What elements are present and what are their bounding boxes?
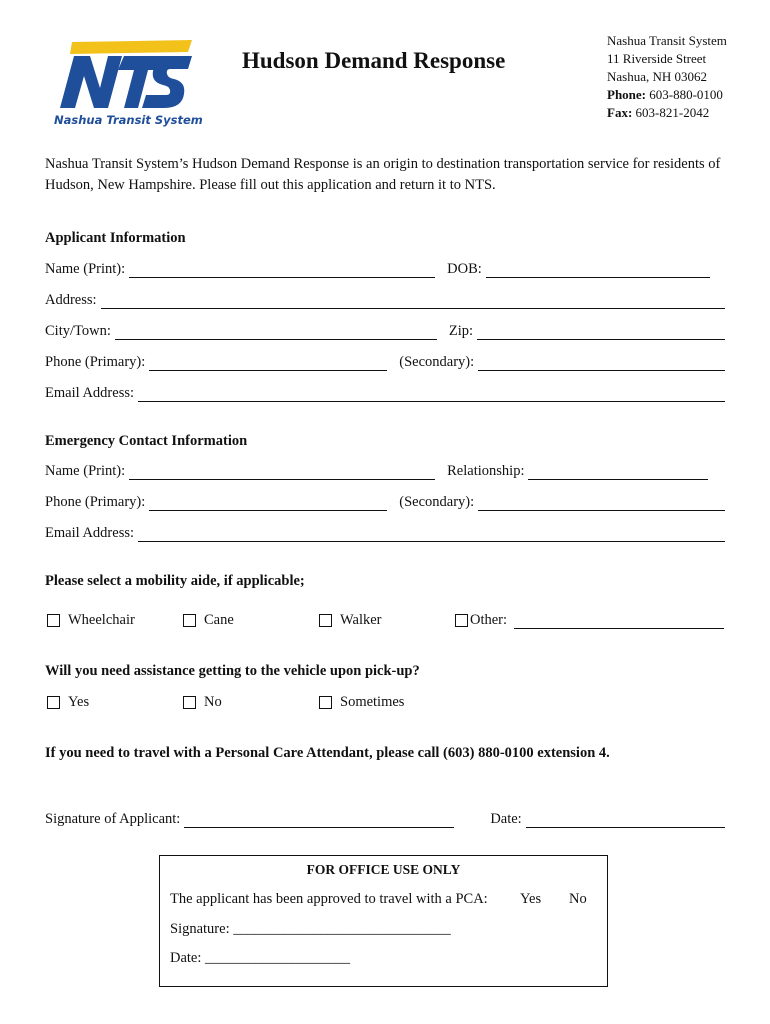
contact-block — [607, 32, 727, 122]
name-label: Name (Print): — [45, 463, 126, 479]
nts-logo — [52, 36, 203, 131]
applicant-dob-field[interactable] — [486, 263, 710, 278]
address-label: Address: — [45, 292, 97, 308]
phone-line: Phone: 603-880-0100 — [607, 87, 723, 102]
walker-checkbox[interactable] — [319, 612, 382, 629]
checkbox-box[interactable] — [183, 614, 196, 627]
applicant-zip-field[interactable] — [477, 325, 725, 340]
office-use-box — [159, 855, 608, 987]
wheelchair-checkbox[interactable] — [47, 612, 135, 629]
cane-checkbox[interactable] — [183, 612, 234, 629]
checkbox-box[interactable] — [47, 696, 60, 709]
emergency-phone-field[interactable] — [149, 496, 387, 511]
emergency-secondary-field[interactable] — [478, 496, 725, 511]
office-signature[interactable]: Signature: ______________________________ — [170, 921, 451, 937]
phone-label: Phone (Primary): — [45, 494, 146, 510]
signature-date-field[interactable] — [526, 813, 725, 828]
checkbox-label: Other: — [470, 612, 508, 628]
emergency-phone-row — [45, 491, 725, 511]
dob-label: DOB: — [447, 261, 482, 277]
emergency-email-field[interactable] — [138, 527, 725, 542]
signature-label: Signature of Applicant: — [45, 811, 181, 827]
checkbox-box[interactable] — [183, 696, 196, 709]
assist-sometimes-checkbox[interactable] — [319, 694, 404, 711]
mobility-heading: Please select a mobility aide, if applicable; — [45, 573, 305, 589]
applicant-address-row — [45, 289, 725, 309]
emergency-name-row — [45, 460, 725, 480]
assist-yes-checkbox[interactable] — [47, 694, 89, 711]
emergency-heading: Emergency Contact Information — [45, 433, 248, 449]
other-field[interactable] — [514, 614, 724, 629]
checkbox-label: Sometimes — [340, 694, 405, 710]
applicant-name-row — [45, 258, 725, 278]
emergency-relationship-field[interactable] — [528, 465, 708, 480]
zip-label: Zip: — [448, 323, 474, 339]
checkbox-box[interactable] — [455, 614, 468, 627]
checkbox-label: Cane — [204, 612, 234, 628]
applicant-email-row — [45, 382, 725, 402]
date-label: Date: — [490, 811, 522, 827]
secondary-label: (Secondary): — [399, 494, 475, 510]
applicant-phone-field[interactable] — [149, 356, 387, 371]
checkbox-label: Walker — [340, 612, 382, 628]
emergency-name-field[interactable] — [129, 465, 435, 480]
checkbox-box[interactable] — [319, 696, 332, 709]
pca-note: If you need to travel with a Personal Care Attendant, please call (603) 880-0100 extension 4. — [45, 745, 610, 761]
city-line: Nashua, NH 03062 — [607, 69, 708, 84]
checkbox-label: No — [204, 694, 222, 710]
relationship-label: Relationship: — [447, 463, 525, 479]
email-label: Email Address: — [45, 385, 135, 401]
checkbox-box[interactable] — [47, 614, 60, 627]
street: 11 Riverside Street — [607, 51, 707, 66]
emergency-email-row — [45, 522, 725, 542]
applicant-address-field[interactable] — [101, 294, 725, 309]
applicant-city-row — [45, 320, 725, 340]
intro-paragraph: Nashua Transit System’s Hudson Demand Response is an origin to destination transportation service for residents of Hudson, New Hampshire. Please fill out this application and return it to NTS. — [45, 156, 721, 193]
signature-field[interactable] — [184, 813, 454, 828]
email-label: Email Address: — [45, 525, 135, 541]
page-title: Hudson Demand Response — [242, 48, 506, 73]
applicant-email-field[interactable] — [138, 387, 725, 402]
assist-no-checkbox[interactable] — [183, 694, 222, 711]
pca-yes-option[interactable]: Yes — [520, 891, 542, 907]
checkbox-label: Wheelchair — [68, 612, 135, 628]
org-name: Nashua Transit System — [607, 33, 727, 48]
logo-caption: Nashua Transit System — [54, 113, 203, 127]
applicant-city-field[interactable] — [115, 325, 437, 340]
other-checkbox[interactable] — [455, 612, 507, 629]
checkbox-label: Yes — [68, 694, 90, 710]
applicant-heading: Applicant Information — [45, 230, 186, 246]
fax-line: Fax: 603-821-2042 — [607, 105, 710, 120]
applicant-phone-row — [45, 351, 725, 371]
checkbox-box[interactable] — [319, 614, 332, 627]
pca-no-option[interactable]: No — [569, 891, 587, 907]
assistance-heading: Will you need assistance getting to the vehicle upon pick-up? — [45, 663, 420, 679]
office-date[interactable]: Date: ____________________ — [170, 950, 351, 966]
name-label: Name (Print): — [45, 261, 126, 277]
signature-row — [45, 808, 725, 828]
city-label: City/Town: — [45, 323, 111, 339]
pca-approved-text: The applicant has been approved to travel with a PCA: — [170, 891, 488, 907]
office-heading: FOR OFFICE USE ONLY — [306, 862, 461, 877]
applicant-name-field[interactable] — [129, 263, 435, 278]
secondary-label: (Secondary): — [399, 354, 475, 370]
phone-label: Phone (Primary): — [45, 354, 146, 370]
applicant-secondary-field[interactable] — [478, 356, 725, 371]
